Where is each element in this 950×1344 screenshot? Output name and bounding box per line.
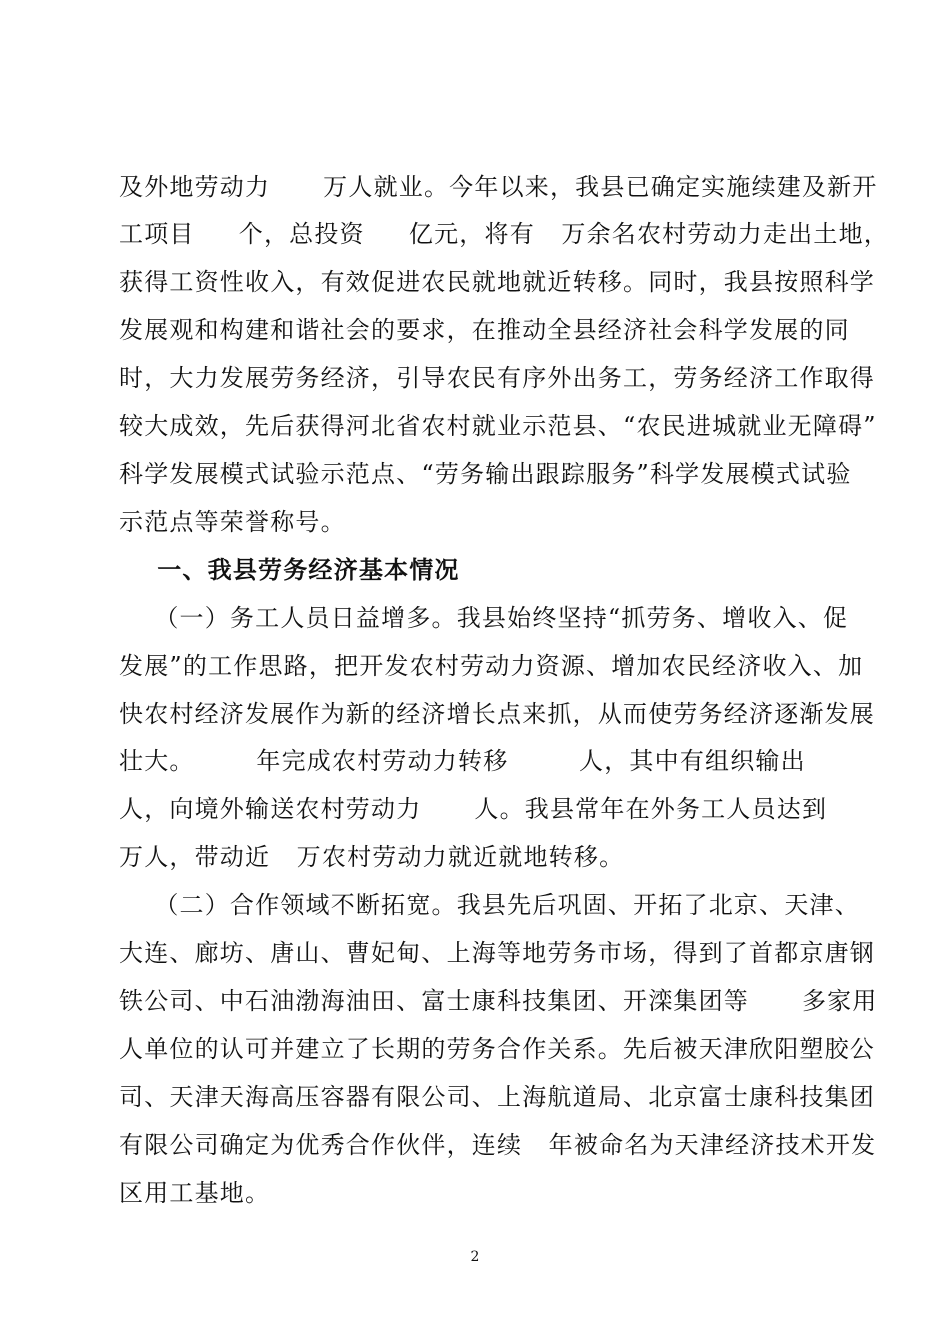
body-text-line: 有限公司确定为优秀合作伙伴，连续 年被命名为天津经济技术开发 bbox=[119, 1131, 877, 1159]
body-text-line: 铁公司、中石油渤海油田、富士康科技集团、开滦集团等 多家用 bbox=[119, 987, 878, 1015]
page-number: 2 bbox=[470, 1249, 480, 1265]
body-text-line: 较大成效，先后获得河北省农村就业示范县、“农民进城就业无障碍” bbox=[119, 412, 877, 440]
body-text-line: 壮大。 年完成农村劳动力转移 人，其中有组织输出 bbox=[119, 747, 806, 775]
body-text-line: 及外地劳动力 万人就业。今年以来，我县已确定实施续建及新开 bbox=[119, 173, 878, 201]
body-text-line: 获得工资性收入，有效促进农民就地就近转移。同时，我县按照科学 bbox=[119, 268, 875, 296]
body-text-line: 万人，带动近 万农村劳动力就近就地转移。 bbox=[119, 843, 625, 871]
body-text-line: （二）合作领域不断拓宽。我县先后巩固、开拓了北京、天津、 bbox=[119, 891, 860, 919]
body-text-line: 示范点等荣誉称号。 bbox=[119, 508, 346, 536]
section-heading: 一、我县劳务经济基本情况 bbox=[119, 555, 460, 584]
body-text-line: 人，向境外输送农村劳动力 人。我县常年在外务工人员达到 bbox=[119, 795, 828, 823]
body-text-line: 工项目 个，总投资 亿元，将有 万余名农村劳动力走出土地， bbox=[119, 220, 889, 248]
body-text-line: 大连、廊坊、唐山、曹妃甸、上海等地劳务市场，得到了首都京唐钢 bbox=[119, 939, 875, 967]
body-text-line: 区用工基地。 bbox=[119, 1179, 271, 1207]
body-text-line: 司、天津天海高压容器有限公司、上海航道局、北京富士康科技集团 bbox=[119, 1083, 875, 1111]
body-text-line: 发展观和构建和谐社会的要求，在推动全县经济社会科学发展的同 bbox=[119, 316, 850, 344]
body-text-line: 时，大力发展劳务经济，引导农民有序外出务工，劳务经济工作取得 bbox=[119, 364, 875, 392]
body-text-line: 发展”的工作思路，把开发农村劳动力资源、增加农民经济收入、加 bbox=[119, 652, 864, 680]
body-text-line: （一）务工人员日益增多。我县始终坚持“抓劳务、增收入、促 bbox=[119, 604, 849, 632]
body-text-line: 科学发展模式试验示范点、“劳务输出跟踪服务”科学发展模式试验 bbox=[119, 460, 852, 488]
body-text-line: 快农村经济发展作为新的经济增长点来抓，从而使劳务经济逐渐发展 bbox=[119, 700, 875, 728]
body-text-line: 人单位的认可并建立了长期的劳务合作关系。先后被天津欣阳塑胶公 bbox=[119, 1035, 875, 1063]
